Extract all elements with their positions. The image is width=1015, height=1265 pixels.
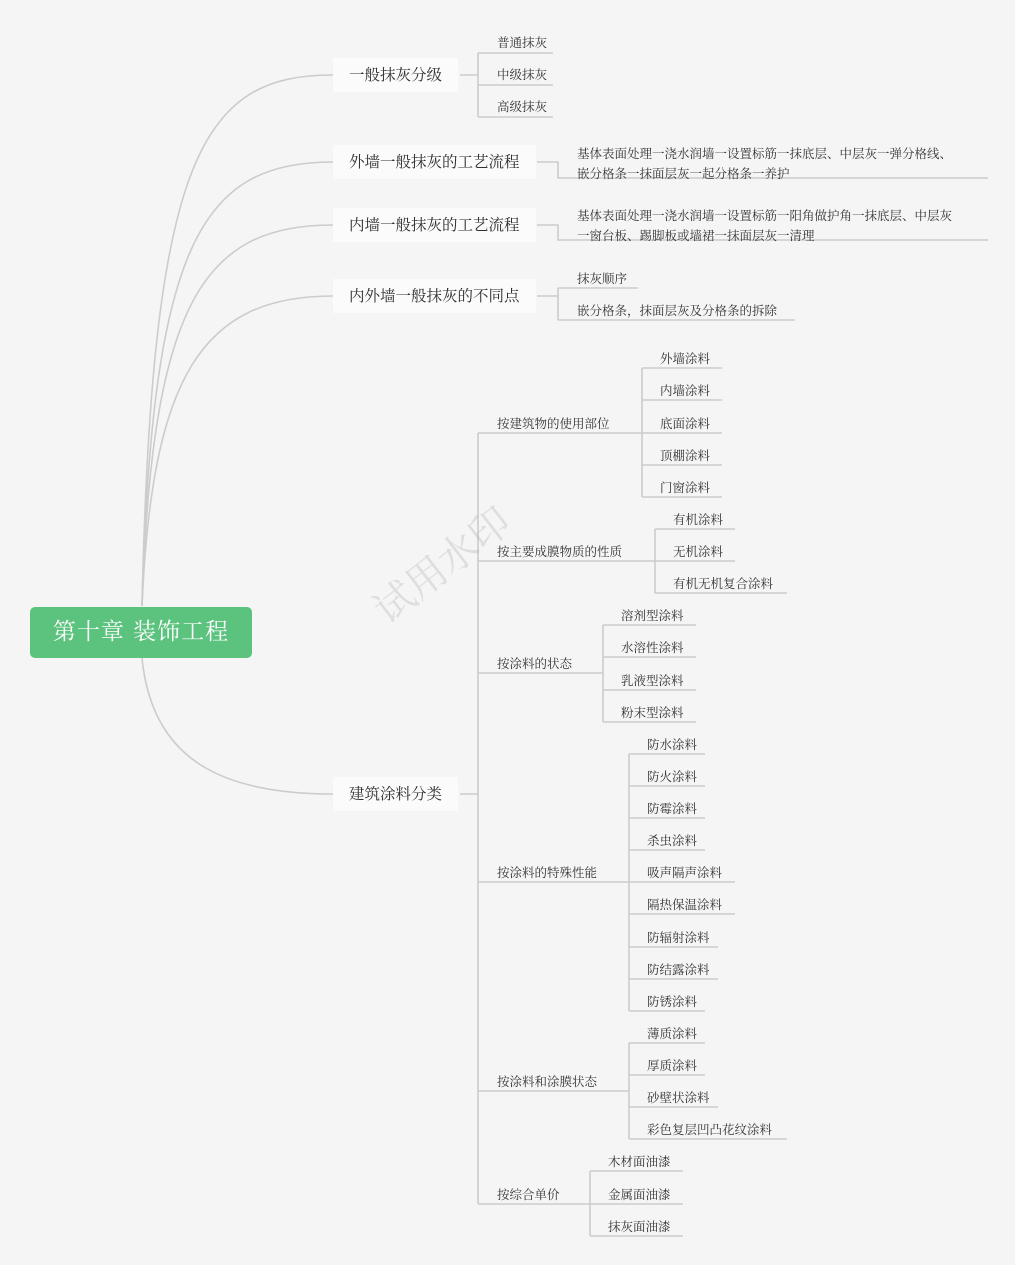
leaf-node[interactable]: 粉末型涂料 [621, 705, 684, 720]
leaf-node[interactable]: 防结露涂料 [647, 962, 710, 977]
group-by-location[interactable]: 按建筑物的使用部位 [497, 416, 610, 431]
leaf-node[interactable]: 防辐射涂料 [647, 930, 710, 945]
branch-differences[interactable]: 内外墙一般抹灰的不同点 [333, 279, 536, 313]
root-branch-curve [142, 658, 333, 794]
leaf-node[interactable]: 普通抹灰 [497, 35, 548, 50]
leaf-node[interactable]: 防火涂料 [647, 769, 698, 784]
leaf-node[interactable]: 无机涂料 [673, 544, 724, 559]
branch-interior-wall-process[interactable]: 内墙一般抹灰的工艺流程 [333, 208, 536, 242]
leaf-node[interactable]: 杀虫涂料 [647, 833, 698, 848]
group-by-unit-price[interactable]: 按综合单价 [497, 1187, 560, 1202]
leaf-node[interactable]: 有机无机复合涂料 [673, 576, 774, 591]
leaf-node[interactable]: 高级抹灰 [497, 99, 548, 114]
leaf-node[interactable]: 金属面油漆 [608, 1187, 671, 1202]
leaf-node[interactable]: 中级抹灰 [497, 67, 548, 82]
leaf-node[interactable]: 门窗涂料 [660, 480, 711, 495]
leaf-node[interactable]: 隔热保温涂料 [647, 897, 723, 912]
exterior-process-text-line2[interactable]: 嵌分格条一抹面层灰一起分格条一养护 [577, 166, 790, 181]
group-by-film-material[interactable]: 按主要成膜物质的性质 [497, 544, 623, 559]
interior-process-text-line1[interactable]: 基体表面处理一浇水润墙一设置标筋一阳角做护角一抹底层、中层灰 [577, 208, 953, 223]
leaf-node[interactable]: 吸声隔声涂料 [647, 865, 723, 880]
leaf-node[interactable]: 防锈涂料 [647, 994, 698, 1009]
exterior-process-text-line1[interactable]: 基体表面处理一浇水润墙一设置标筋一抹底层、中层灰一弹分格线、 [577, 146, 953, 161]
leaf-node[interactable]: 外墙涂料 [660, 351, 711, 366]
leaf-node[interactable]: 砂壁状涂料 [647, 1090, 710, 1105]
leaf-node[interactable]: 抹灰面油漆 [608, 1219, 671, 1234]
group-by-state[interactable]: 按涂料的状态 [497, 656, 573, 671]
leaf-node[interactable]: 木材面油漆 [608, 1154, 671, 1169]
leaf-node[interactable]: 厚质涂料 [647, 1058, 698, 1073]
leaf-node[interactable]: 底面涂料 [660, 416, 711, 431]
leaf-node[interactable]: 彩色复层凹凸花纹涂料 [647, 1122, 773, 1137]
group-by-special-property[interactable]: 按涂料的特殊性能 [497, 865, 598, 880]
leaf-node[interactable]: 防水涂料 [647, 737, 698, 752]
interior-process-text-line2[interactable]: 一窗台板、踢脚板或墙裙一抹面层灰一清理 [577, 228, 815, 243]
leaf-node[interactable]: 薄质涂料 [647, 1026, 698, 1041]
leaf-node[interactable]: 顶棚涂料 [660, 448, 711, 463]
leaf-node[interactable]: 乳液型涂料 [621, 673, 684, 688]
branch-plastering-grades[interactable]: 一般抹灰分级 [333, 58, 458, 92]
trial-watermark: 试用水印 [365, 498, 520, 634]
leaf-node[interactable]: 防霉涂料 [647, 801, 698, 816]
root-branch-curve [142, 296, 333, 606]
leaf-node[interactable]: 水溶性涂料 [621, 640, 684, 655]
group-by-film-state[interactable]: 按涂料和涂膜状态 [497, 1074, 598, 1089]
leaf-node[interactable]: 嵌分格条，抹面层灰及分格条的拆除 [577, 303, 778, 318]
root-branch-curve [142, 225, 333, 606]
branch-exterior-wall-process[interactable]: 外墙一般抹灰的工艺流程 [333, 145, 536, 179]
leaf-node[interactable]: 有机涂料 [673, 512, 724, 527]
leaf-node[interactable]: 溶剂型涂料 [621, 608, 684, 623]
root-node[interactable]: 第十章 装饰工程 [30, 607, 252, 658]
leaf-node[interactable]: 内墙涂料 [660, 383, 711, 398]
root-branch-curve [142, 162, 333, 606]
leaf-node[interactable]: 抹灰顺序 [577, 271, 628, 286]
root-branch-curve [142, 75, 333, 606]
branch-coating-classification[interactable]: 建筑涂料分类 [333, 777, 458, 811]
